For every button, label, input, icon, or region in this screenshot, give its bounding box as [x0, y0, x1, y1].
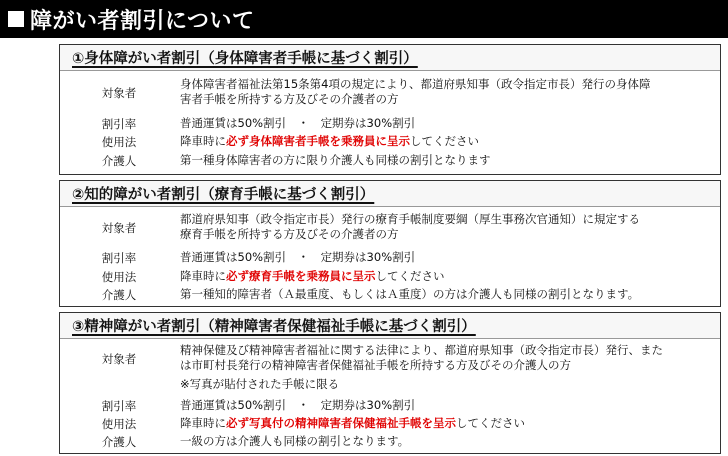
rate-text: 普通運賃は50%割引 ・ 定期券は30%割引 — [180, 250, 416, 264]
usage-text: 降車時に必ず身体障害者手帳を乗務員に呈示してください — [180, 134, 479, 148]
square-bullet-icon — [8, 11, 24, 27]
target-text: 身体障害者福祉法第15条第4項の規定により、都道府県知事（政令指定市長）発行の身体障 害者手帳を所持する方及びその介護者の方 — [180, 77, 651, 106]
usage-highlight: 必ず療育手帳を乗務員に呈示 — [226, 269, 376, 283]
page-title-bar — [0, 0, 728, 38]
caregiver-text: 一級の方は介護人も同様の割引となります。 — [180, 434, 410, 448]
section-header — [60, 181, 720, 207]
rate-text: 普通運賃は50%割引 ・ 定期券は30%割引 — [180, 398, 416, 412]
page-title: 障がい者割引について — [30, 8, 255, 34]
rate-label: 割引率 — [101, 117, 137, 131]
section-heading: ③精神障がい者割引（精神障害者保健福祉手帳に基づく割引） — [72, 319, 476, 335]
usage-highlight: 必ず写真付の精神障害者保健福祉手帳を呈示 — [226, 416, 456, 430]
mental-disability-section — [59, 312, 721, 454]
caregiver-text: 第一種知的障害者（Ａ最重度、もしくはＡ重度）の方は介護人も同様の割引となります。 — [180, 287, 640, 301]
usage-label: 使用法 — [101, 270, 137, 284]
usage-text: 降車時に必ず療育手帳を乗務員に呈示してください — [180, 269, 445, 283]
caregiver-label: 介護人 — [101, 154, 137, 168]
section-header — [60, 45, 720, 71]
rate-label: 割引率 — [101, 399, 137, 413]
usage-label: 使用法 — [101, 417, 137, 431]
target-label: 対象者 — [101, 352, 137, 366]
target-label: 対象者 — [101, 221, 137, 235]
caregiver-label: 介護人 — [101, 435, 137, 449]
target-label: 対象者 — [101, 86, 137, 100]
section-header — [60, 313, 720, 339]
usage-label: 使用法 — [101, 135, 137, 149]
usage-text: 降車時に必ず写真付の精神障害者保健福祉手帳を呈示してください — [180, 416, 525, 430]
caregiver-label: 介護人 — [101, 288, 137, 302]
caregiver-text: 第一種身体障害者の方に限り介護人も同様の割引となります — [180, 153, 491, 167]
usage-highlight: 必ず身体障害者手帳を乗務員に呈示 — [226, 134, 410, 148]
intellectual-disability-section — [59, 180, 721, 307]
photo-note: ※写真が貼付された手帳に限る — [180, 377, 340, 391]
section-heading: ②知的障がい者割引（療育手帳に基づく割引） — [72, 187, 375, 203]
target-text: 都道府県知事（政令指定市長）発行の療育手帳制度要綱（厚生事務次官通知）に規定する 療育手帳を所持する方及びその介護者の方 — [180, 212, 640, 241]
rate-text: 普通運賃は50%割引 ・ 定期券は30%割引 — [180, 116, 416, 130]
target-text: 精神保健及び精神障害者福祉に関する法律により、都道府県知事（政令指定市長）発行、また は市町村長発行の精神障害者保健福祉手帳を所持する方及びその介護人の方 — [180, 343, 663, 372]
section-heading: ①身体障がい者割引（身体障害者手帳に基づく割引） — [72, 51, 418, 67]
physical-disability-section — [59, 44, 721, 175]
rate-label: 割引率 — [101, 251, 137, 265]
